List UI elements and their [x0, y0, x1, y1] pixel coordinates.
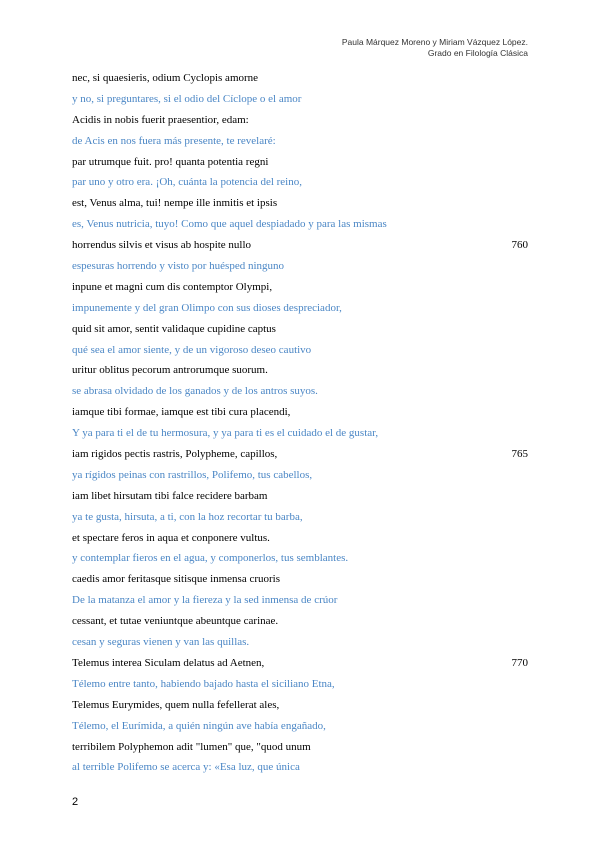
verse-text: Y ya para ti el de tu hermosura, y ya para ti es el cuidado el de gustar,: [72, 427, 379, 440]
spanish-translation-line: [72, 465, 528, 486]
verse-text: es, Venus nutricia, tuyo! Como que aquel despiadado y para las mismas: [72, 218, 387, 231]
spanish-translation-line: [72, 548, 528, 569]
spanish-translation-line: [72, 674, 528, 695]
page-number: 2: [72, 796, 79, 808]
verse-text: iam libet hirsutam tibi falce recidere barbam: [72, 489, 268, 502]
latin-verse-line: [72, 569, 528, 590]
verse-text: terribilem Polyphemon adit "lumen" que, "quod unum: [72, 740, 311, 753]
latin-verse-line: [72, 319, 528, 340]
spanish-translation-line: [72, 214, 528, 235]
verse-text: y contemplar fieros en el agua, y componerlos, tus semblantes.: [72, 552, 349, 565]
verse-number: 770: [511, 656, 528, 669]
verse-number: 760: [511, 239, 528, 252]
spanish-translation-line: [72, 507, 528, 528]
spanish-translation-line: [72, 340, 528, 361]
latin-verse-line: [72, 193, 528, 214]
spanish-translation-line: [72, 381, 528, 402]
verse-text: impunemente y del gran Olimpo con sus dioses despreciador,: [72, 301, 342, 314]
header-authors: Paula Márquez Moreno y Miriam Vázquez López.: [341, 37, 528, 47]
spanish-translation-line: [72, 89, 528, 110]
spanish-translation-line: [72, 256, 528, 277]
verse-text: quid sit amor, sentit validaque cupidine captus: [72, 322, 276, 335]
spanish-translation-line: [72, 298, 528, 319]
latin-verse-line: [72, 486, 528, 507]
latin-verse-line: [72, 110, 528, 131]
spanish-translation-line: [72, 716, 528, 737]
verse-text: cesan y seguras vienen y van las quillas.: [72, 636, 250, 649]
header-degree: Grado en Filología Clásica: [427, 48, 528, 58]
spanish-translation-line: [72, 172, 528, 193]
verse-text: iamque tibi formae, iamque est tibi cura placendi,: [72, 406, 291, 419]
latin-verse-line: [72, 235, 528, 256]
verse-text: iam rigidos pectis rastris, Polypheme, capillos,: [72, 448, 278, 461]
spanish-translation-line: [72, 423, 528, 444]
verse-text: De la matanza el amor y la fiereza y la sed inmensa de crúor: [72, 594, 338, 607]
verse-text: Acidis in nobis fuerit praesentior, edam:: [72, 113, 249, 126]
verse-text: par utrumque fuit. pro! quanta potentia regni: [72, 155, 269, 168]
latin-verse-line: [72, 152, 528, 173]
verse-text: et spectare feros in aqua et conponere vultus.: [72, 531, 270, 544]
latin-verse-line: [72, 402, 528, 423]
spanish-translation-line: [72, 131, 528, 152]
latin-verse-line: [72, 737, 528, 758]
latin-verse-line: [72, 68, 528, 89]
spanish-translation-line: [72, 757, 528, 778]
verse-text: par uno y otro era. ¡Oh, cuánta la potencia del reino,: [72, 176, 302, 189]
verse-text: Telemus interea Siculam delatus ad Aetnen,: [72, 656, 265, 669]
verse-number: 765: [511, 448, 528, 461]
verse-text: inpune et magni cum dis contemptor Olympi,: [72, 280, 273, 293]
spanish-translation-line: [72, 590, 528, 611]
latin-verse-line: [72, 653, 528, 674]
verse-text: al terrible Polifemo se acerca y: «Esa luz, que única: [72, 761, 300, 774]
latin-verse-line: [72, 528, 528, 549]
spanish-translation-line: [72, 632, 528, 653]
verse-text: cessant, et tutae veniuntque abeuntque carinae.: [72, 615, 279, 628]
verse-text: uritur oblitus pecorum antrorumque suorum.: [72, 364, 268, 377]
verse-text: Télemo entre tanto, habiendo bajado hasta el siciliano Etna,: [72, 677, 335, 690]
verse-text: ya te gusta, hirsuta, a ti, con la hoz recortar tu barba,: [72, 510, 303, 523]
latin-verse-line: [72, 611, 528, 632]
verse-text: est, Venus alma, tui! nempe ille inmitis et ipsis: [72, 197, 278, 210]
verse-text: Telemus Eurymides, quem nulla fefellerat ales,: [72, 698, 280, 711]
verse-text: nec, si quaesieris, odium Cyclopis amorne: [72, 72, 259, 84]
verse-text: espesuras horrendo y visto por huésped ninguno: [72, 260, 285, 273]
verse-text: horrendus silvis et visus ab hospite nullo: [72, 239, 252, 252]
verse-text: de Acis en nos fuera más presente, te revelaré:: [72, 134, 276, 147]
latin-verse-line: [72, 360, 528, 381]
verse-text: Télemo, el Eurímida, a quién ningún ave había engañado,: [72, 719, 326, 732]
latin-verse-line: [72, 444, 528, 465]
verse-list: [72, 68, 528, 778]
verse-text: qué sea el amor siente, y de un vigoroso deseo cautivo: [72, 343, 312, 356]
verse-text: caedis amor feritasque sitisque inmensa cruoris: [72, 573, 281, 586]
page-header: [342, 37, 528, 59]
latin-verse-line: [72, 277, 528, 298]
verse-text: se abrasa olvidado de los ganados y de los antros suyos.: [72, 385, 318, 398]
verse-text: ya rígidos peinas con rastrillos, Polifemo, tus cabellos,: [72, 468, 313, 481]
latin-verse-line: [72, 695, 528, 716]
verse-text: y no, si preguntares, si el odio del Cíclope o el amor: [72, 92, 302, 105]
